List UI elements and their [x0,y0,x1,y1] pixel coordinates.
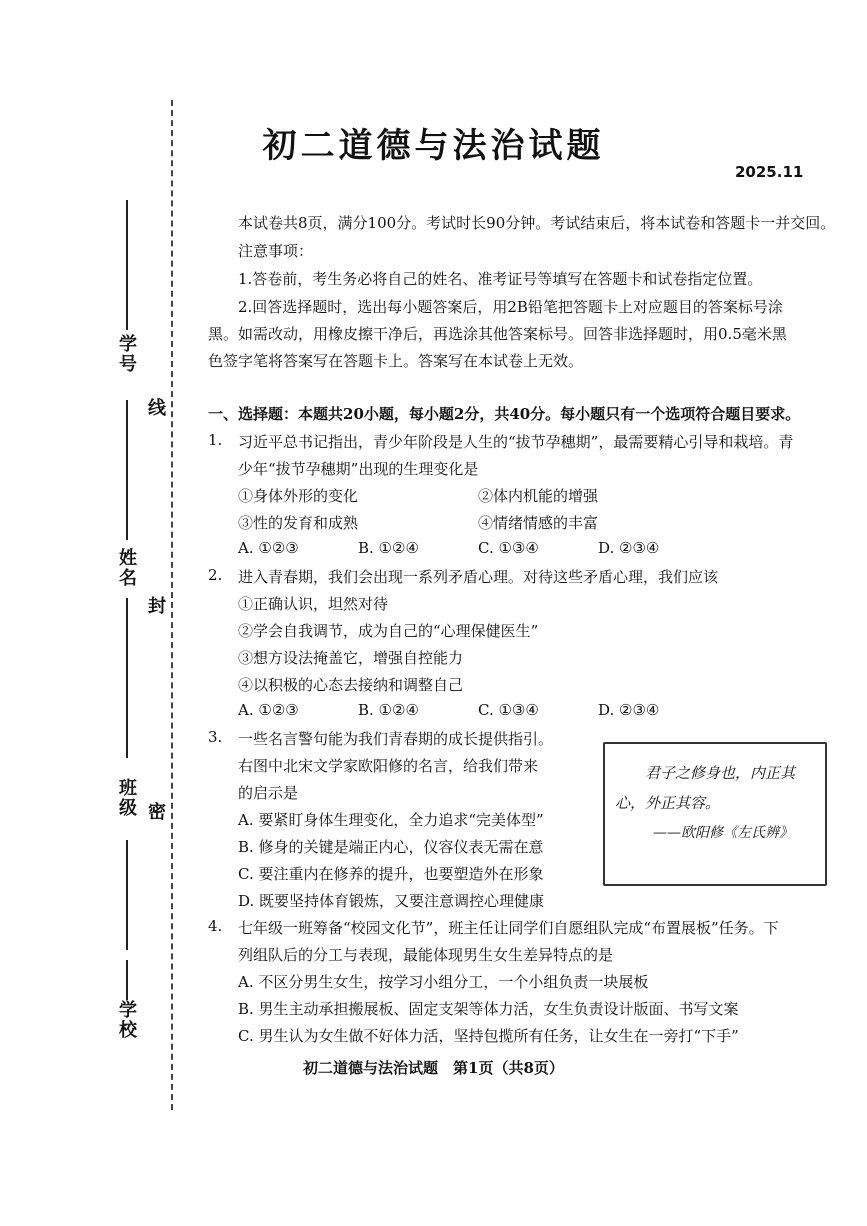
q1-option-b: B. ①②④ [358,539,419,557]
q3-number: 3. [208,728,223,746]
q1-stem2: 少年“拔节孕穗期”出现的生理变化是 [238,460,479,478]
q2-option-d: D. ②③④ [598,701,660,719]
q1-number: 1. [208,431,223,449]
q4-option-b: B. 男生主动承担搬展板、固定支架等体力活，女生负责设计版面、书写文案 [238,1000,739,1018]
q4-option-a: A. 不区分男生女生，按学习小组分工，一个小组负责一块展板 [238,973,649,991]
q3-stem2: 右图中北宋文学家欧阳修的名言，给我们带来 [238,757,539,775]
quote-attribution: ——欧阳修《左氏辨》 [653,825,793,841]
q3-option-c: C. 要注重内在修养的提升，也要塑造外在形象 [238,865,544,883]
notice-item2a: 2.回答选择题时，选出每小题答案后，用2B铅笔把答题卡上对应题目的答案标号涂 [238,298,783,316]
name-label: 姓名 [116,548,137,588]
section1-heading: 一、选择题：本题共20小题，每小题2分，共40分。每小题只有一个选项符合题目要求。 [208,405,801,423]
q4-option-c: C. 男生认为女生做不好体力活，坚持包揽所有任务，让女生在一旁打“下手” [238,1027,739,1045]
q1-option-c: C. ①③④ [478,539,539,557]
q2-item2: ②学会自我调节，成为自己的“心理保健医生” [238,622,539,640]
q4-number: 4. [208,917,223,935]
q3-option-b: B. 修身的关键是端正内心，仪容仪表无需在意 [238,838,544,856]
q1-option-a: A. ①②③ [238,539,299,557]
notice-title: 注意事项： [238,242,314,260]
notice-item1: 1.答卷前，考生务必将自己的姓名、准考证号等填写在答题卡和试卷指定位置。 [238,270,763,288]
q2-stem: 进入青春期，我们会出现一系列矛盾心理。对待这些矛盾心理，我们应该 [238,568,719,586]
q1-item2: ②体内机能的增强 [478,487,599,505]
seal-char-line: 线 [148,398,166,419]
exam-title: 初二道德与法治试题 [262,126,605,166]
seal-char-secret: 密 [148,802,166,823]
q2-number: 2. [208,566,223,584]
name-blank [126,598,128,758]
school-label: 学校 [116,1000,137,1040]
q3-option-a: A. 要紧盯身体生理变化，全力追求“完美体型” [238,811,544,829]
q2-option-c: C. ①③④ [478,701,539,719]
q2-option-b: B. ①②④ [358,701,419,719]
student-id-blank [126,200,128,330]
school-blank [126,960,128,1000]
binding-dashed-line [171,100,173,1110]
q1-item4: ④情绪情感的丰富 [478,514,599,532]
q4-stem1: 七年级一班筹备“校园文化节”，班主任让同学们自愿组队完成“布置展板”任务。下 [238,919,779,937]
quote-line1: 君子之修身也，内正其 [645,764,796,782]
seal-char-seal: 封 [148,596,166,617]
name-blank-top [126,400,128,540]
class-blank [126,840,128,950]
exam-date: 2025.11 [735,163,804,181]
student-id-label: 学号 [116,334,137,374]
q3-stem3: 的启示是 [238,784,299,802]
notice-item2c: 色签字笔将答案写在答题卡上。答案写在本试卷上无效。 [208,352,584,370]
q2-option-a: A. ①②③ [238,701,299,719]
q3-stem1: 一些名言警句能为我们青春期的成长提供指引。 [238,730,554,748]
quote-line2: 心，外正其容。 [615,794,721,812]
class-label: 班级 [116,778,137,818]
q1-item1: ①身体外形的变化 [238,487,359,505]
page-footer: 初二道德与法治试题 第1页（共8页） [303,1059,564,1077]
q3-option-d: D. 既要坚持体育锻炼，又要注意调控心理健康 [238,892,545,910]
instructions-line1: 本试卷共8页，满分100分。考试时长90分钟。考试结束后，将本试卷和答题卡一并交回。 [238,214,836,232]
q1-stem1: 习近平总书记指出，青少年阶段是人生的“拔节孕穗期”，最需要精心引导和栽培。青 [238,433,794,451]
q2-item4: ④以积极的心态去接纳和调整自己 [238,676,464,694]
q1-item3: ③性的发育和成熟 [238,514,359,532]
q4-stem2: 列组队后的分工与表现，最能体现男生女生差异特点的是 [238,946,614,964]
q2-item3: ③想方设法掩盖它，增强自控能力 [238,649,464,667]
notice-item2b: 黑。如需改动，用橡皮擦干净后，再选涂其他答案标号。回答非选择题时，用0.5毫米黑 [208,325,787,343]
quote-image-box [603,742,827,886]
q2-item1: ①正确认识，坦然对待 [238,595,389,613]
q1-option-d: D. ②③④ [598,539,660,557]
